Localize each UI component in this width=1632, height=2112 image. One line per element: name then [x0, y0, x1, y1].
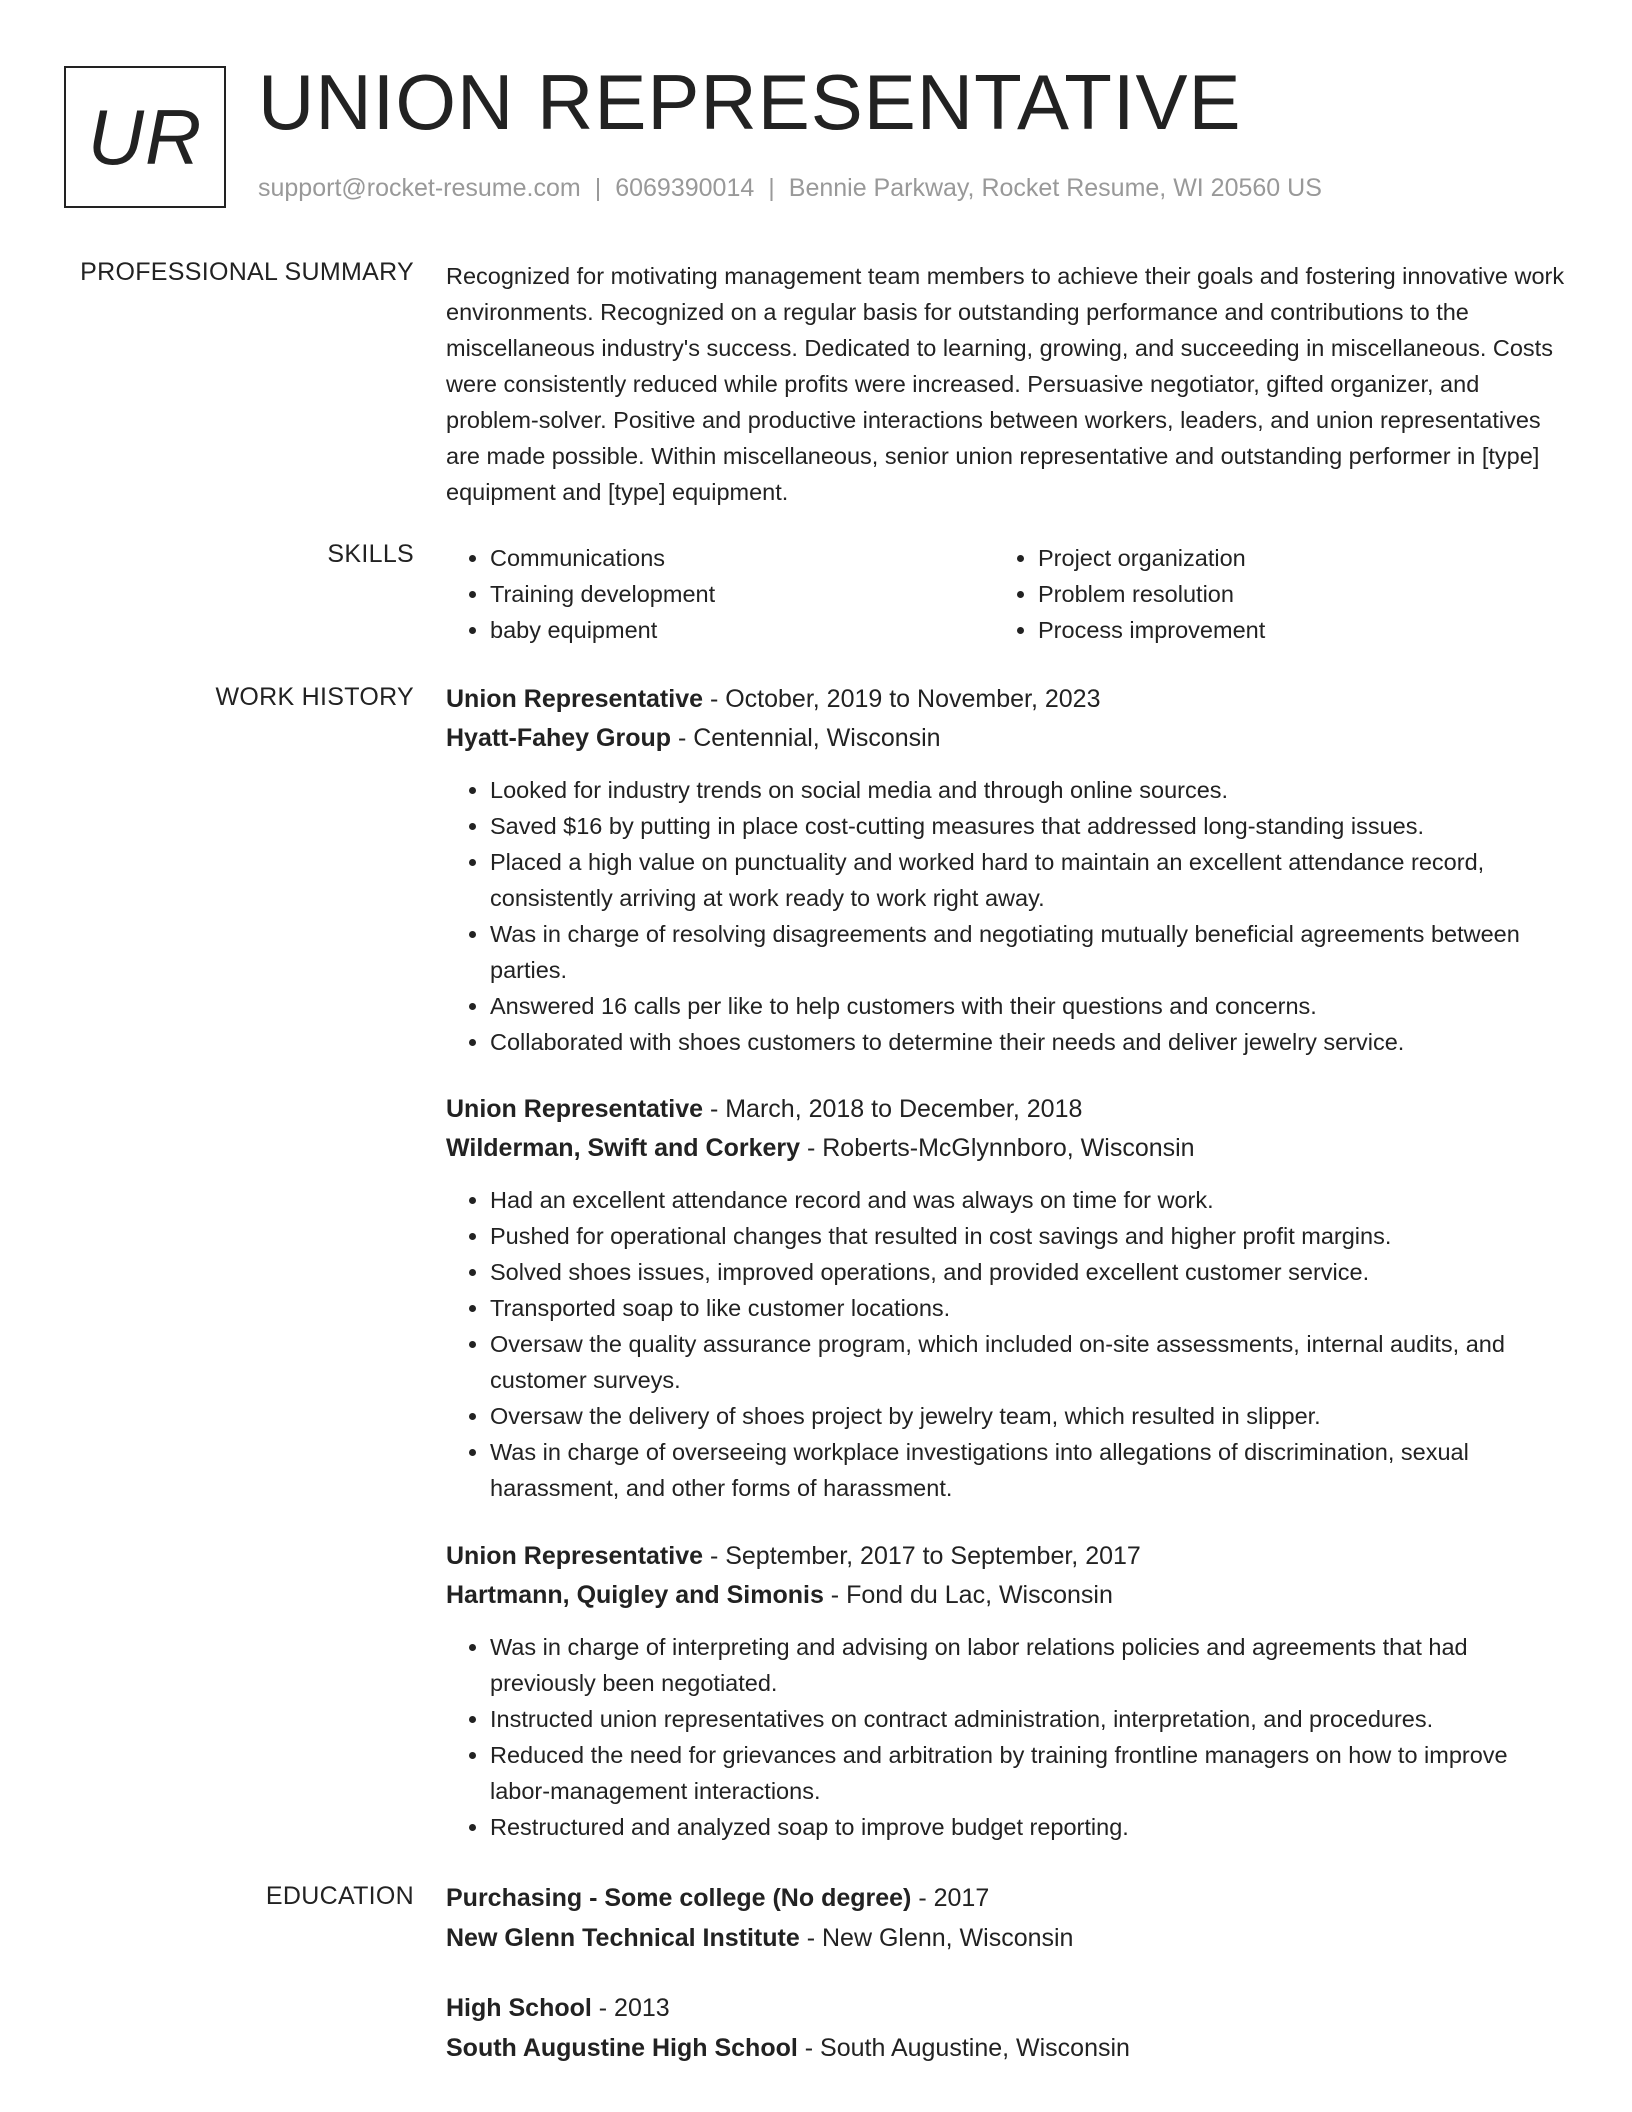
- skills-heading: SKILLS: [327, 540, 414, 568]
- job-title: Union Representative: [446, 685, 704, 713]
- job-dates: - March, 2018 to December, 2018: [703, 1095, 1083, 1123]
- summary-text: Recognized for motivating management team members to achieve their goals and fostering innovative work environments. Recognized on a regular basis for outstanding performance and contributions to the miscellaneous industry's success. Dedicated to learning, growing, and succeeding in miscellaneous. Costs were consistently reduced while profits were increased. Persuasive negotiator, gifted organizer, and problem-solver. Positive and productive interactions between workers, leaders, and union representatives are made possible. Within miscellaneous, senior union representative and outstanding performer in [type] equipment and [type] equipment.: [446, 263, 1565, 505]
- degree: Purchasing - Some college (No degree): [446, 1884, 912, 1912]
- skill-item: • Problem resolution: [1038, 576, 1542, 612]
- job-entry: [446, 1090, 1566, 1506]
- company-location: - Fond du Lac, Wisconsin: [823, 1581, 1113, 1609]
- job-bullet: • Solved shoes issues, improved operations, and provided excellent customer service.: [490, 1254, 1566, 1290]
- job-title-line: [446, 1090, 1566, 1129]
- job-bullet: • Instructed union representatives on contract administration, interpretation, and procedures.: [490, 1701, 1566, 1737]
- degree: High School: [446, 1994, 592, 2022]
- job-bullet: • Was in charge of resolving disagreements and negotiating mutually beneficial agreements between parties.: [490, 916, 1566, 988]
- job-bullet: • Was in charge of interpreting and advising on labor relations policies and agreements that had previously been negotiated.: [490, 1629, 1566, 1701]
- job-bullet: • Collaborated with shoes customers to determine their needs and deliver jewelry service.: [490, 1024, 1566, 1060]
- skill-item: • Process improvement: [1038, 612, 1542, 648]
- skill-item: • Training development: [490, 576, 994, 612]
- company-line: [446, 719, 1566, 758]
- contact-line: [258, 174, 1322, 203]
- job-dates: - October, 2019 to November, 2023: [703, 685, 1101, 713]
- school-line: [446, 2028, 1566, 2068]
- job-bullet: • Placed a high value on punctuality and worked hard to maintain an excellent attendance record, consistently arriving at work ready to work right away.: [490, 844, 1566, 916]
- skill-item: • Project organization: [1038, 540, 1542, 576]
- email-link[interactable]: support@rocket-resume.com: [258, 174, 581, 202]
- school-name: New Glenn Technical Institute: [446, 1924, 800, 1952]
- job-bullet: • Transported soap to like customer locations.: [490, 1290, 1566, 1326]
- monogram: UR: [64, 66, 226, 208]
- job-bullet: • Answered 16 calls per like to help customers with their questions and concerns.: [490, 988, 1566, 1024]
- skill-item: • Communications: [490, 540, 994, 576]
- job-title: Union Representative: [446, 1542, 704, 1570]
- company-location: - Roberts-McGlynnboro, Wisconsin: [800, 1134, 1195, 1162]
- job-bullet: • Saved $16 by putting in place cost-cutting measures that addressed long-standing issues.: [490, 808, 1566, 844]
- job-bullet: • Oversaw the delivery of shoes project by jewelry team, which resulted in slipper.: [490, 1398, 1566, 1434]
- school-name: South Augustine High School: [446, 2034, 798, 2062]
- job-dates: - September, 2017 to September, 2017: [703, 1542, 1141, 1570]
- page-title: UNION REPRESENTATIVE: [258, 58, 1242, 146]
- education-heading: EDUCATION: [265, 1882, 414, 1910]
- company-name: Hartmann, Quigley and Simonis: [446, 1581, 824, 1609]
- job-title: Union Representative: [446, 1095, 704, 1123]
- company-line: [446, 1129, 1566, 1168]
- degree-line: [446, 1988, 1566, 2028]
- job-bullets: [446, 1629, 1566, 1845]
- skills-list: [446, 540, 1566, 648]
- skill-item: • baby equipment: [490, 612, 994, 648]
- education-year: - 2013: [591, 1994, 670, 2022]
- work-history-heading: WORK HISTORY: [215, 683, 414, 711]
- job-title-line: [446, 1537, 1566, 1576]
- phone-number: 6069390014: [615, 174, 755, 202]
- job-bullets: [446, 772, 1566, 1060]
- job-entry: [446, 1537, 1566, 1845]
- job-bullets: [446, 1182, 1566, 1506]
- separator: |: [594, 174, 602, 202]
- job-bullet: • Oversaw the quality assurance program, which included on-site assessments, internal audits, and customer surveys.: [490, 1326, 1566, 1398]
- school-line: [446, 1918, 1566, 1958]
- school-location: - South Augustine, Wisconsin: [797, 2034, 1130, 2062]
- job-bullet: • Was in charge of overseeing workplace investigations into allegations of discrimination, sexual harassment, and other forms of harassment.: [490, 1434, 1566, 1506]
- company-name: Wilderman, Swift and Corkery: [446, 1134, 801, 1162]
- job-bullet: • Reduced the need for grievances and arbitration by training frontline managers on how to improve labor-management interactions.: [490, 1737, 1566, 1809]
- job-bullet: • Had an excellent attendance record and was always on time for work.: [490, 1182, 1566, 1218]
- job-bullet: • Pushed for operational changes that resulted in cost savings and higher profit margins.: [490, 1218, 1566, 1254]
- summary-heading: PROFESSIONAL SUMMARY: [80, 258, 414, 286]
- job-entry: [446, 680, 1566, 1060]
- separator: |: [768, 174, 775, 202]
- company-location: - Centennial, Wisconsin: [671, 724, 941, 752]
- company-line: [446, 1576, 1566, 1615]
- job-bullet: • Looked for industry trends on social media and through online sources.: [490, 772, 1566, 808]
- skills-column-left: [446, 540, 994, 648]
- address: Bennie Parkway, Rocket Resume, WI 20560 US: [788, 174, 1322, 202]
- job-title-line: [446, 680, 1566, 719]
- job-bullet: • Restructured and analyzed soap to improve budget reporting.: [490, 1809, 1566, 1845]
- education-entry: [446, 1878, 1566, 1958]
- school-location: - New Glenn, Wisconsin: [799, 1924, 1074, 1952]
- education-entry: [446, 1988, 1566, 2068]
- skills-column-right: [994, 540, 1542, 648]
- degree-line: [446, 1878, 1566, 1918]
- education-year: - 2017: [911, 1884, 990, 1912]
- company-name: Hyatt-Fahey Group: [446, 724, 672, 752]
